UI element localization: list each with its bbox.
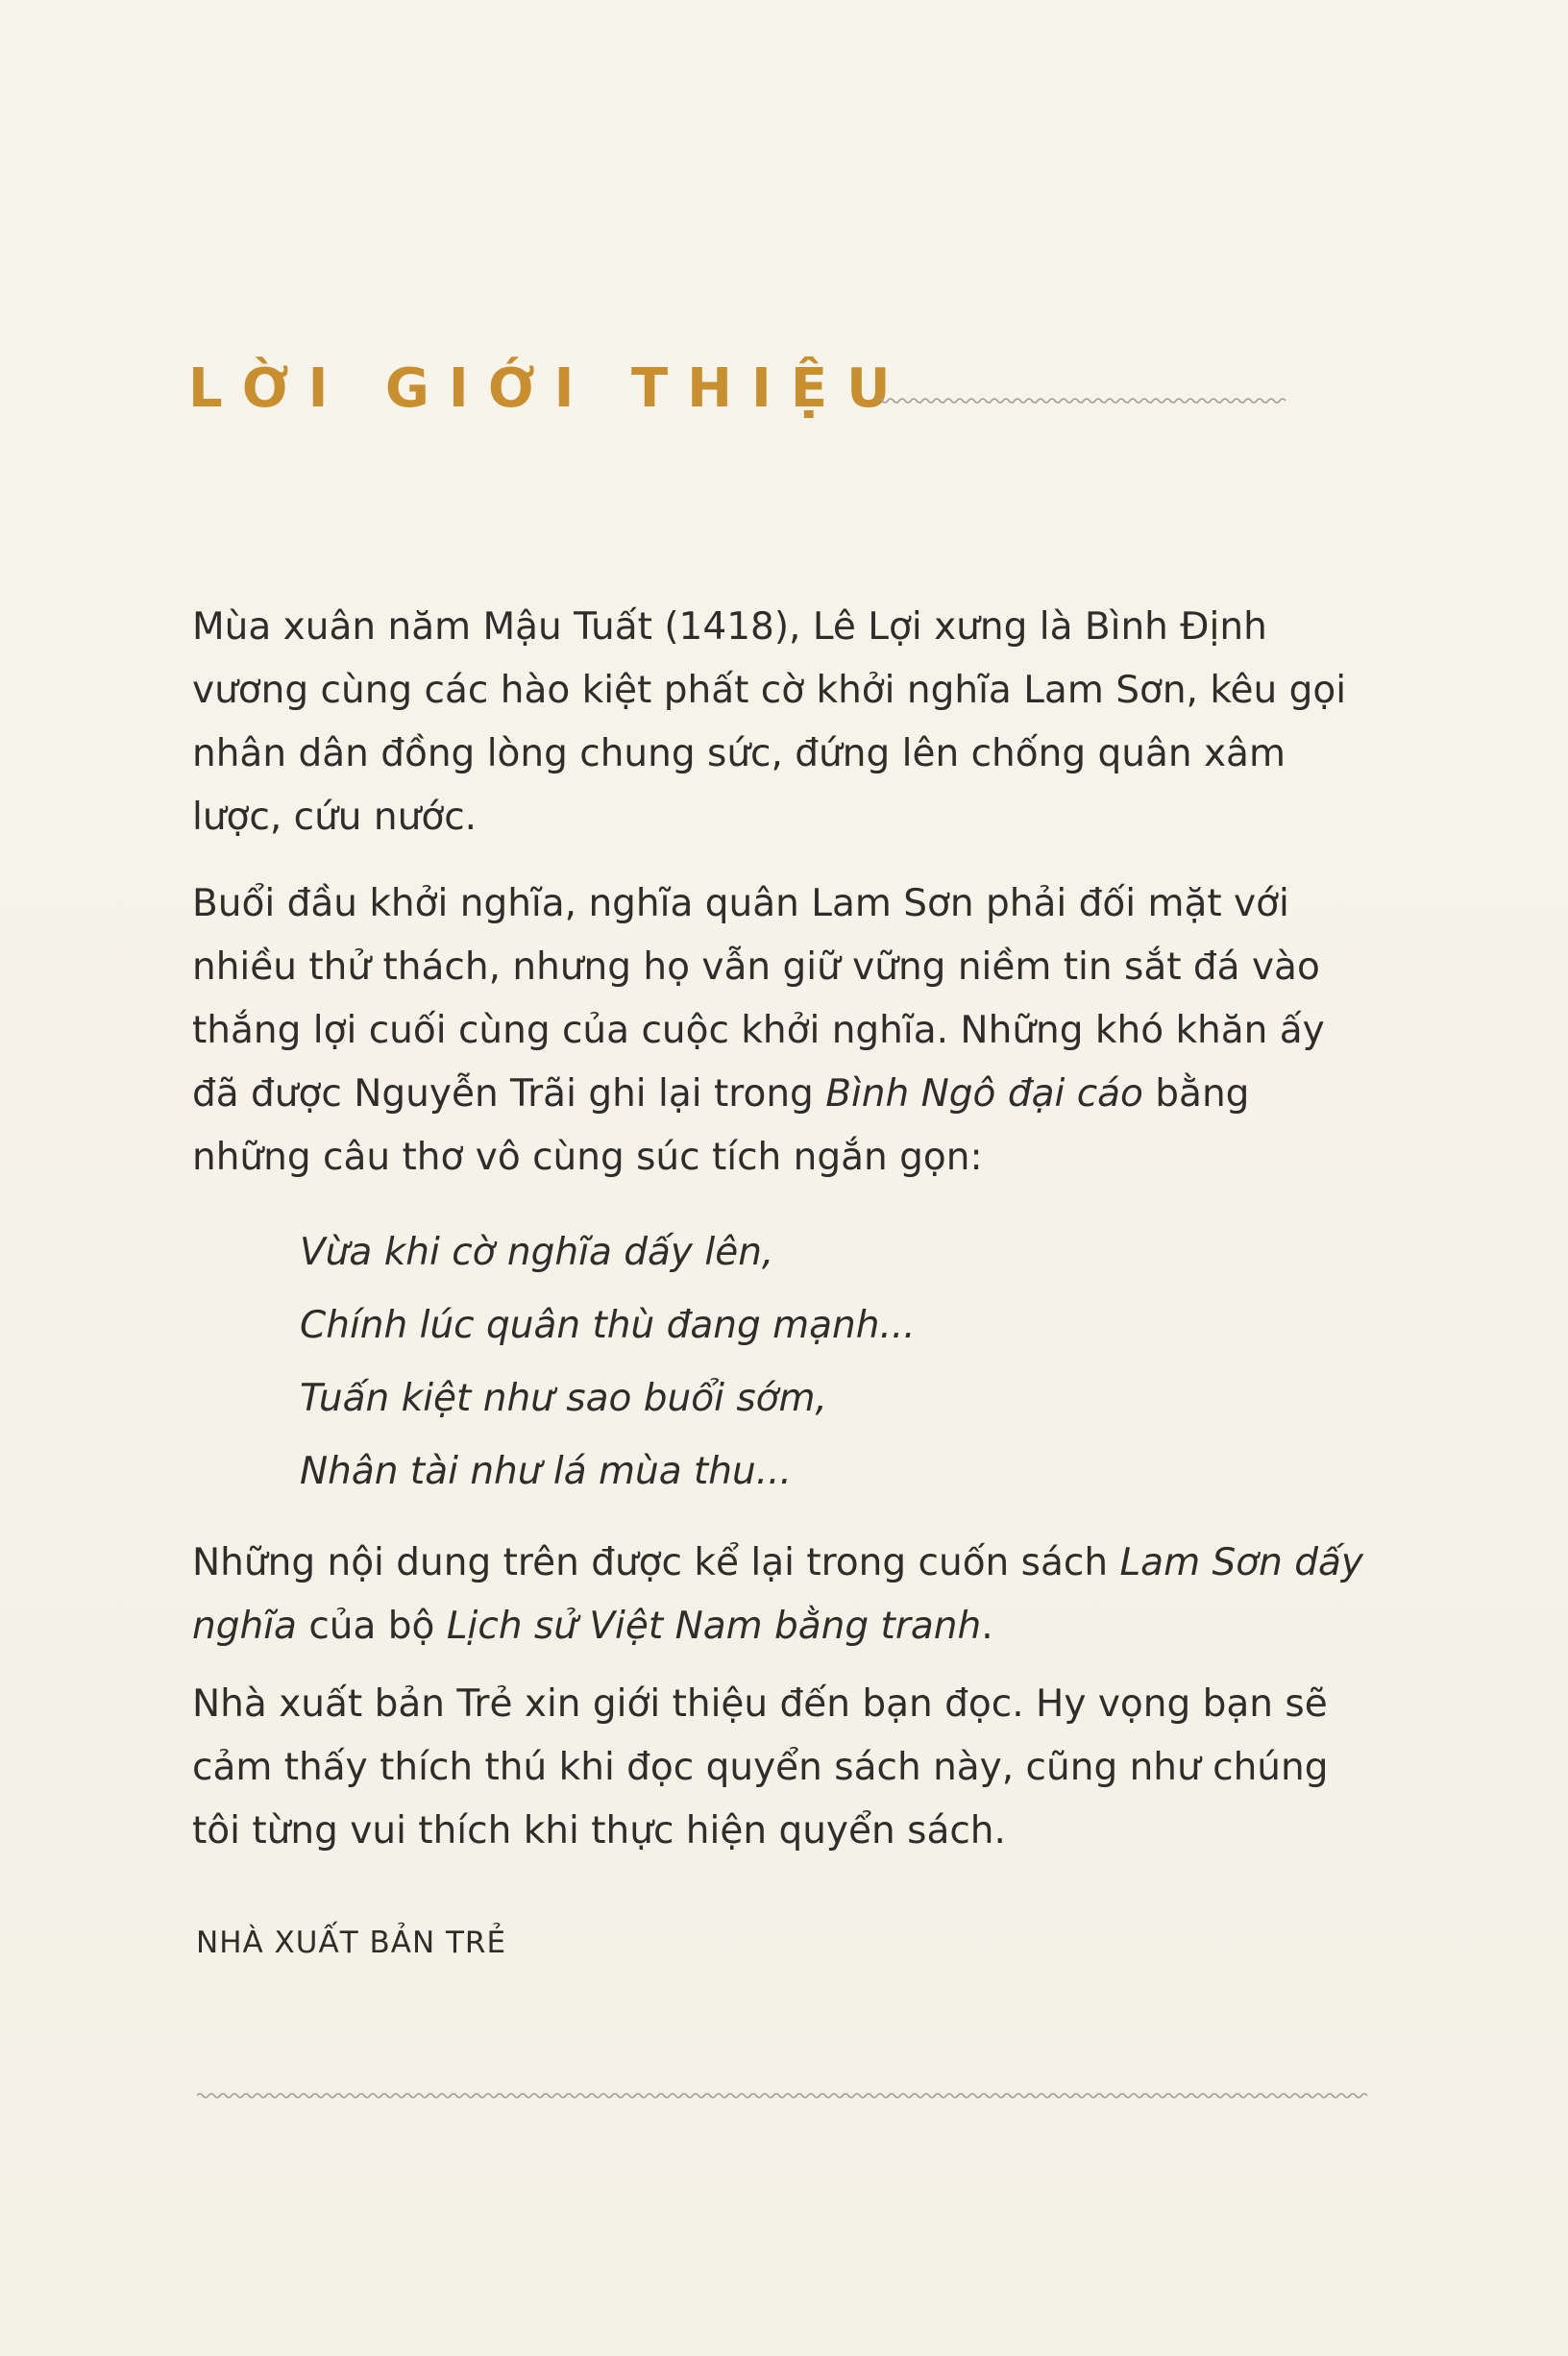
intro-paragraph-4: Nhà xuất bản Trẻ xin giới thiệu đến bạn đọc. Hy vọng bạn sẽ cảm thấy thích thú khi đọc quyển sách này, cũng như chúng tôi từng vui thích khi thực hiện quyển sách.	[192, 1682, 1329, 1853]
paragraph-3-text-middle: của bộ	[296, 1605, 447, 1648]
heading-row	[188, 346, 1293, 432]
paragraph-2-text: Buổi đầu khởi nghĩa, nghĩa quân Lam Sơn phải đối mặt với nhiều thử thách, nhưng họ vẫn giữ vững niềm tin sắt đá vào thắng lợi cuối cùng của cuộc khởi nghĩa. Những khó khăn ấy đã được Nguyễn Trãi ghi lại trong	[192, 882, 1325, 1116]
poem-verse	[300, 1216, 1261, 1509]
intro-paragraph-1: Mùa xuân năm Mậu Tuất (1418), Lê Lợi xưng là Bình Định vương cùng các hào kiệt phất cờ khởi nghĩa Lam Sơn, kêu gọi nhân dân đồng lòng chung sức, đứng lên chống quân xâm lược, cứu nước.	[192, 605, 1347, 839]
verse-line: Tuấn kiệt như sao buổi sớm,	[300, 1377, 827, 1420]
intro-paragraph-2	[192, 872, 1364, 1190]
title-wavy-rule-line	[876, 399, 1286, 403]
footer-wavy-rule	[197, 2091, 1371, 2100]
title-wavy-rule	[876, 396, 1289, 405]
page-title: LỜI GIỚI THIỆU	[188, 357, 910, 420]
paragraph-3-text-end: .	[981, 1605, 993, 1648]
intro-paragraph-3	[192, 1532, 1364, 1658]
verse-line: Chính lúc quân thù đang mạnh...	[300, 1304, 916, 1347]
work-title-binh-ngo-dai-cao: Bình Ngô đại cáo	[825, 1072, 1143, 1116]
verse-line: Nhân tài như lá mùa thu...	[300, 1450, 792, 1493]
footer-wavy-rule-line	[197, 2094, 1367, 2098]
paragraph-3-text: Những nội dung trên được kể lại trong cuốn sách	[192, 1541, 1120, 1584]
verse-line: Vừa khi cờ nghĩa dấy lên,	[300, 1231, 774, 1274]
series-title: Lịch sử Việt Nam bằng tranh	[446, 1605, 982, 1648]
book-title-lam-son-day-nghia: Lam Sơn dấy nghĩa	[192, 1541, 1363, 1648]
publisher-signature: NHÀ XUẤT BẢN TRẺ	[196, 1926, 507, 1960]
paragraph-2-text-end: bằng những câu thơ vô cùng súc tích ngắn gọn:	[192, 1072, 1250, 1179]
